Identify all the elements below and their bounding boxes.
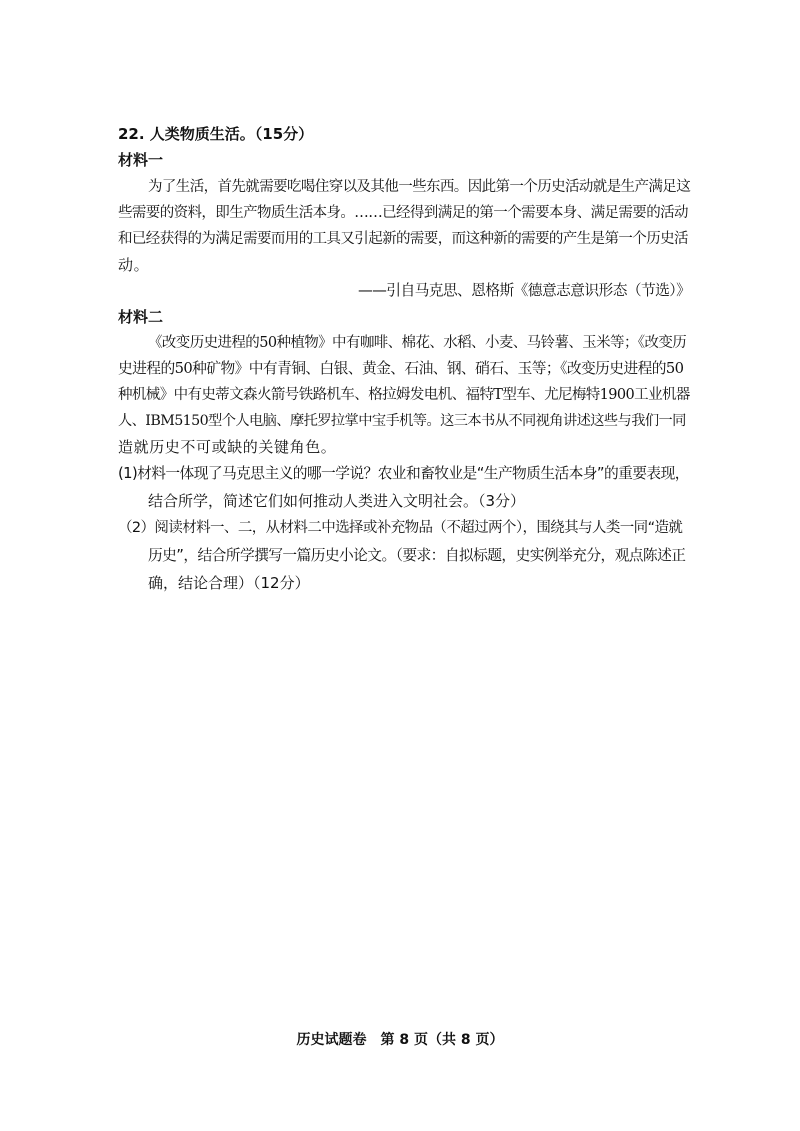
subquestion-2-line: 确，结论合理）（12分） xyxy=(148,574,310,592)
material2-line: 人、IBM5150型个人电脑、摩托罗拉掌中宝手机等。这三本书从不同视角讲述这些与我们一同 xyxy=(118,413,686,429)
material2-heading: 材料二 xyxy=(118,308,164,326)
material2-line: 《改变历史进程的50种植物》中有咖啡、棉花、水稻、小麦、马铃薯、玉米等；《改变历 xyxy=(148,335,687,351)
material2-line: 造就历史不可或缺的关键角色。 xyxy=(118,438,337,456)
material1-heading: 材料一 xyxy=(118,151,164,169)
material1-line: 动。 xyxy=(118,256,150,274)
subquestion-2-line: 历史”，结合所学撰写一篇历史小论文。（要求：自拟标题，史实例举充分，观点陈述正 xyxy=(148,547,686,564)
material2-line: 种机械》中有史蒂文森火箭号铁路机车、格拉姆发电机、福特T型车、尤尼梅特1900工业机器 xyxy=(118,387,690,403)
material1-line: 些需要的资料，即生产物质生活本身。……已经得到满足的第一个需要本身、满足需要的活动 xyxy=(118,205,688,221)
subquestion-1-line: 结合所学，简述它们如何推动人类进入文明社会。（3分） xyxy=(148,492,526,510)
material1-source: ——引自马克思、恩格斯《德意志意识形态（节选）》 xyxy=(358,282,691,299)
subquestion-2-line: （2）阅读材料一、二，从材料二中选择或补充物品（不超过两个），围绕其与人类一同“造就 xyxy=(118,520,683,536)
page-footer: 历史试题卷 第 8 页（共 8 页） xyxy=(296,1032,504,1048)
question-title: 22. 人类物质生活。（15分） xyxy=(118,125,314,143)
material2-line: 史进程的50种矿物》中有青铜、白银、黄金、石油、钢、硝石、玉等；《改变历史进程的50 xyxy=(118,360,684,377)
material1-line: 和已经获得的为满足需要而用的工具又引起新的需要，而这种新的需要的产生是第一个历史活 xyxy=(118,231,688,247)
subquestion-1-line: (1)材料一体现了马克思主义的哪一学说？农业和畜牧业是“生产物质生活本身”的重要表现， xyxy=(118,465,689,482)
material1-line: 为了生活，首先就需要吃喝住穿以及其他一些东西。因此第一个历史活动就是生产满足这 xyxy=(148,179,691,195)
